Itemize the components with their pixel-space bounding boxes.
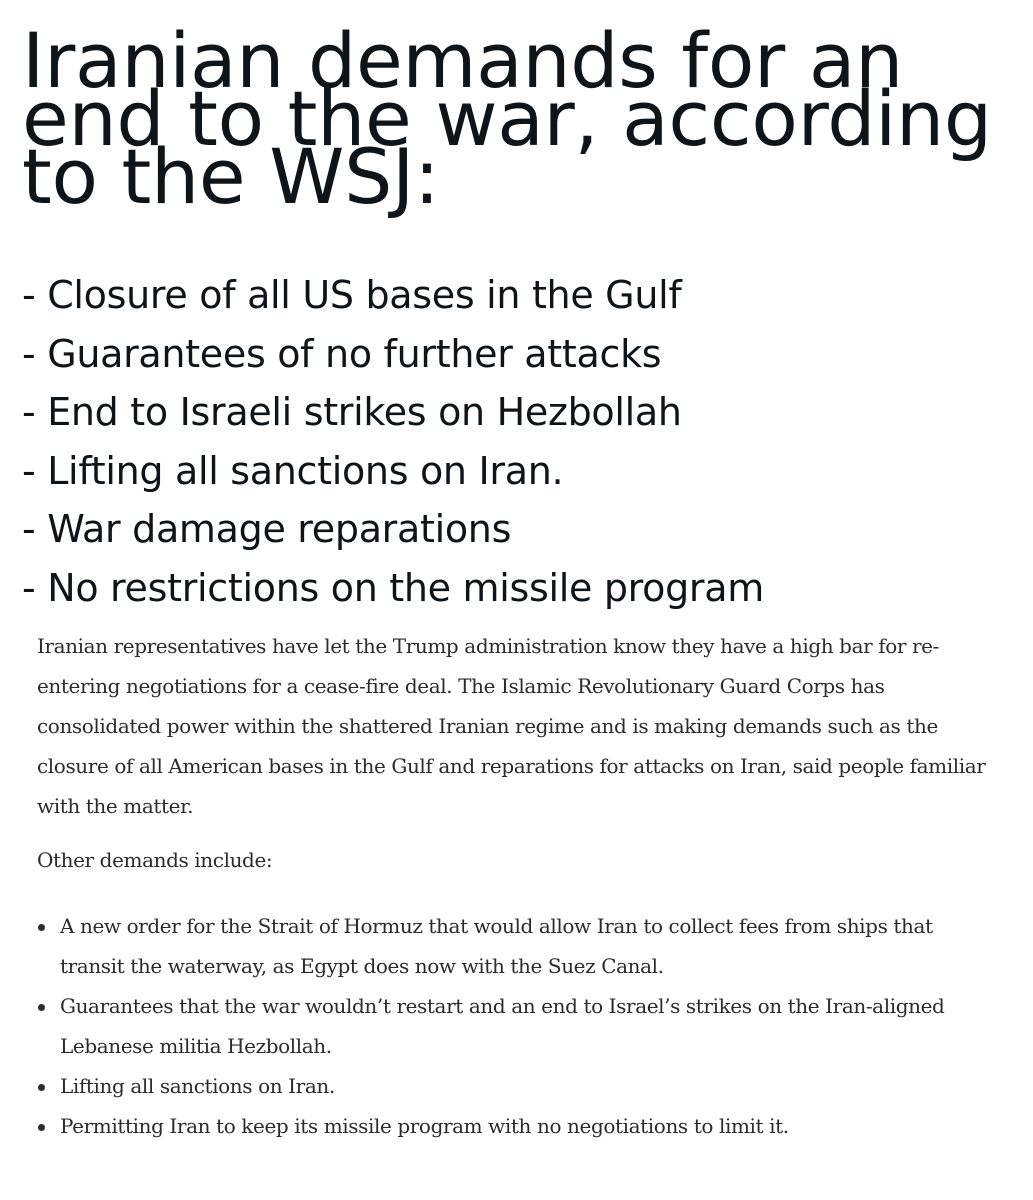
post-demand-item: - War damage reparations: [22, 507, 512, 551]
article-subheading: Other demands include:: [37, 848, 273, 872]
article-bullet-list: [37, 906, 997, 1146]
bullet-dot-icon: [38, 1084, 45, 1091]
article-bullet-item: [37, 1066, 997, 1106]
post-demand-item: - Closure of all US bases in the Gulf: [22, 273, 682, 317]
article-bullet-text: Guarantees that the war wouldn’t restart and an end to Israel’s strikes on the Iran-aligned Lebanese militia Hezbollah.: [60, 994, 945, 1058]
bullet-dot-icon: [38, 1004, 45, 1011]
post-demand-item: - No restrictions on the missile program: [22, 565, 764, 610]
article-excerpt-screenshot: [37, 626, 997, 1146]
article-bullet-text: Permitting Iran to keep its missile program with no negotiations to limit it.: [60, 1114, 789, 1138]
article-bullet-item: [37, 1106, 997, 1146]
post-demand-item: - End to Israeli strikes on Hezbollah: [22, 390, 682, 434]
bullet-dot-icon: [38, 1124, 45, 1131]
post-text: [22, 16, 1022, 617]
article-bullet-item: [37, 906, 997, 986]
post-demand-item: - Lifting all sanctions on Iran.: [22, 448, 564, 493]
bullet-dot-icon: [38, 924, 45, 931]
post-demands-list: [22, 266, 1022, 617]
article-bullet-item: [37, 986, 997, 1066]
article-bullet-text: A new order for the Strait of Hormuz that would allow Iran to collect fees from ships that transit the waterway, as Egypt does now with the Suez Canal.: [60, 914, 933, 978]
article-bullet-text: Lifting all sanctions on Iran.: [60, 1074, 335, 1098]
article-paragraph: Iranian representatives have let the Trump administration know they have a high bar for re-entering negotiations for a cease-fire deal. The Islamic Revolutionary Guard Corps has consolidated power within the shattered Iranian regime and is making demands such as the closure of all American bases in the Gulf and reparations for attacks on Iran, said people familiar with the matter.: [37, 634, 986, 818]
post-demand-item: - Guarantees of no further attacks: [22, 331, 662, 376]
post-title: Iranian demands for an end to the war, according to the WSJ:: [22, 16, 992, 221]
